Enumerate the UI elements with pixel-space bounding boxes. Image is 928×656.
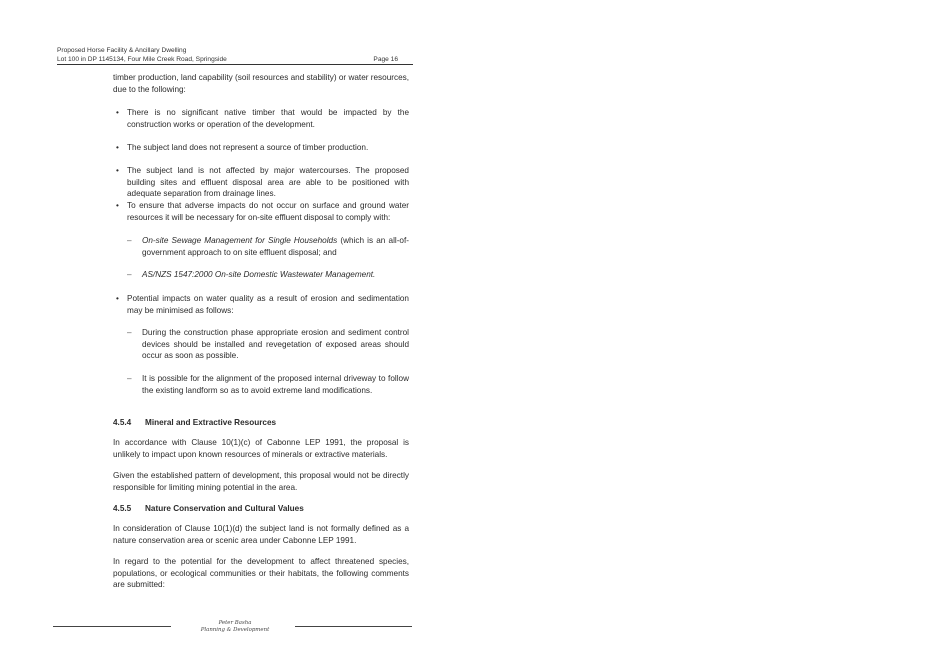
footer-signature [200,620,270,634]
footer-rule-left [53,626,171,627]
sub-list-item [127,373,409,396]
section-title: Mineral and Extractive Resources [145,418,277,427]
bullet-text: The subject land does not represent a source of timber production. [127,143,369,152]
bullet-text: To ensure that adverse impacts do not occur on surface and ground water resources it will be necessary for on-site effluent disposal to comply with: [127,201,409,222]
intro-paragraph: timber production, land capability (soil resources and stability) or water resources, due to the following: [113,73,409,94]
paragraph: In consideration of Clause 10(1)(d) the subject land is not formally defined as a nature conservation area or scenic area under Cabonne LEP 1991. [113,524,409,545]
dash-mark: – [127,328,132,337]
sub-list-item [127,269,409,281]
bullet-item [113,107,409,130]
section-title: Nature Conservation and Cultural Values [145,504,304,513]
page-number: Page 16 [373,55,398,63]
sub-list-item [127,235,409,258]
bullet-mark: • [116,143,119,152]
header-project-title: Proposed Horse Facility & Ancillary Dwelling [57,47,187,54]
standard-description: (which is an all-of-government approach to on site effluent disposal; and [142,236,409,257]
header-row [57,56,413,65]
footer-company: Planning & Development [200,627,270,633]
bullet-item [113,165,409,200]
dash-mark: – [127,236,132,245]
sub-item-text: It is possible for the alignment of the proposed internal driveway to follow the existing landform so as to avoid extreme land modifications. [142,374,409,395]
header-lot-address: Lot 100 in DP 1145134, Four Mile Creek Road, Springside [57,55,227,63]
section-number: 4.5.4 [113,418,132,427]
standard-title: On-site Sewage Management for Single Households [142,236,338,245]
bullet-mark: • [116,108,119,117]
paragraph: In accordance with Clause 10(1)(c) of Cabonne LEP 1991, the proposal is unlikely to impact upon known resources of minerals or extractive materials. [113,438,409,459]
bullet-item [113,142,409,154]
bullet-mark: • [116,201,119,210]
sub-item-text: During the construction phase appropriate erosion and sediment control devices should be installed and revegetation of exposed areas should occur as soon as possible. [142,328,409,361]
sub-list-item [127,327,409,362]
section-number: 4.5.5 [113,504,132,513]
bullet-mark: • [116,294,119,303]
paragraph: Given the established pattern of development, this proposal would not be directly responsible for limiting mining potential in the area. [113,471,409,492]
bullet-item [113,200,409,223]
bullet-text: Potential impacts on water quality as a result of erosion and sedimentation may be minimised as follows: [127,294,409,315]
dash-mark: – [127,270,132,279]
header-divider [57,64,413,65]
bullet-text: There is no significant native timber that would be impacted by the construction works or operation of the development. [127,108,409,129]
section-heading [113,417,276,429]
dash-mark: – [127,374,132,383]
footer-name: Peter Basha [218,620,252,626]
sub-item-text [142,235,409,258]
footer-rule-right [295,626,412,627]
bullet-text: The subject land is not affected by major watercourses. The proposed building sites and effluent disposal area are able to be positioned with adequate separation from drainage lines. [127,166,409,199]
bullet-item [113,293,409,316]
section-heading [113,503,304,515]
paragraph: In regard to the potential for the development to affect threatened species, populations, or ecological communities or their habitats, the following comments are submitted: [113,557,409,590]
sub-item-text: AS/NZS 1547:2000 On-site Domestic Wastewater Management. [142,270,376,279]
page-header [57,47,413,64]
bullet-mark: • [116,166,119,175]
